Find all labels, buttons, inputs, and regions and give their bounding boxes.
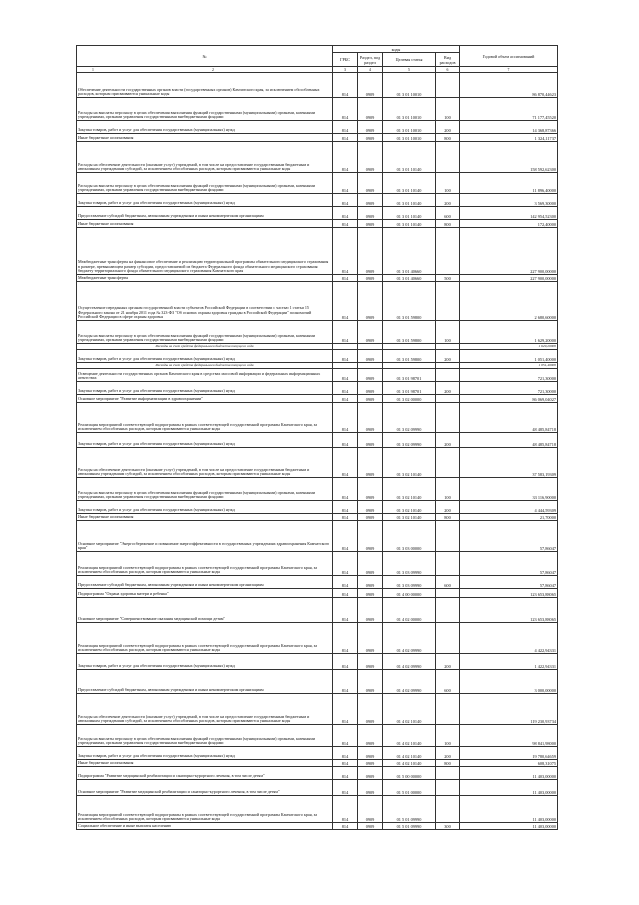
row-grbs: 814: [333, 73, 358, 98]
row-amount: 123 653,88065: [460, 598, 558, 623]
table-row: [77, 194, 558, 207]
header-expense-type: Вид расходов: [436, 53, 460, 67]
row-expense-type: [436, 780, 460, 796]
table-row: [77, 228, 558, 275]
row-expense-type: [436, 623, 460, 654]
row-name: Осуществление переданных органам государственной власти субъектов Российской Федерации в соответствии с частью 1 статьи 15 Федерального закона от 21 ноября 2011 года № 323-ФЗ "Об основах охраны здоровья граждан в Российской Федерации" полномочий Российской Федерации в сфере охраны здоровья: [77, 282, 333, 321]
row-grbs: 814: [333, 623, 358, 654]
row-razdel: 0909: [358, 576, 383, 589]
header-grbs: ГРБС: [333, 53, 358, 67]
row-grbs: 814: [333, 142, 358, 173]
row-amount: 71 177,45520: [460, 98, 558, 121]
table-row: [77, 207, 558, 220]
row-target-article: 01 3 01 40660: [383, 228, 436, 275]
row-amount: 1 629,20000: [460, 321, 558, 344]
row-razdel: 0909: [358, 142, 383, 173]
row-razdel: 0909: [358, 670, 383, 694]
row-razdel: 0909: [358, 220, 383, 228]
row-name: Реализация мероприятий соответствующей подпрограммы в рамках соответствующей государственной программы Камчатского края, за исключением обособленных расходов, которым присваиваются уникальные коды: [77, 403, 333, 433]
row-razdel: 0909: [358, 369, 383, 382]
row-target-article: 01 4 02 09990: [383, 670, 436, 694]
row-amount: 57,86047: [460, 521, 558, 552]
row-razdel: 0909: [358, 725, 383, 747]
row-grbs: 814: [333, 576, 358, 589]
row-target-article: 01 3 01 59800: [383, 321, 436, 344]
row-amount: 21,70000: [460, 514, 558, 521]
row-razdel: 0909: [358, 780, 383, 796]
table-row: [77, 369, 558, 382]
row-name: Закупка товаров, работ и услуг для обеспечения государственных (муниципальных) нужд: [77, 654, 333, 670]
row-amount: 142 954,52300: [460, 207, 558, 220]
table-row: [77, 796, 558, 823]
row-razdel: 0909: [358, 350, 383, 363]
row-grbs: 814: [333, 220, 358, 228]
row-expense-type: 100: [436, 725, 460, 747]
row-name: Расходы за счет средств федерального бюджета текущего года: [77, 344, 333, 350]
table-row: [77, 382, 558, 395]
table-row: [77, 725, 558, 747]
table-row: [77, 501, 558, 514]
row-amount: 2 680,60000: [460, 282, 558, 321]
row-name: Расходы на выплаты персоналу в целях обеспечения выполнения функций государственными (муниципальными) органами, казенными учреждениями, органами управления государственными внебюджетными фондами: [77, 725, 333, 747]
table-row: [77, 780, 558, 796]
row-target-article: 01 3 01 10140: [383, 220, 436, 228]
row-expense-type: [436, 73, 460, 98]
table-body: [77, 73, 558, 830]
row-grbs: 814: [333, 350, 358, 363]
row-razdel: 0909: [358, 521, 383, 552]
table-row: [77, 598, 558, 623]
header-amount: Годовой объем ассигнований: [460, 46, 558, 67]
row-grbs: 814: [333, 514, 358, 521]
row-grbs: 814: [333, 478, 358, 501]
row-target-article: 01 3 02 00000: [383, 395, 436, 403]
row-expense-type: [436, 598, 460, 623]
row-target-article: 01 3 03 00000: [383, 521, 436, 552]
row-amount: 33 116,90000: [460, 478, 558, 501]
row-grbs: 814: [333, 98, 358, 121]
row-razdel: 0909: [358, 598, 383, 623]
row-grbs: 814: [333, 448, 358, 478]
row-razdel: 0909: [358, 478, 383, 501]
table-row: [77, 552, 558, 576]
row-target-article: 01 3 02 10140: [383, 478, 436, 501]
row-name: Иные бюджетные ассигнования: [77, 134, 333, 142]
row-target-article: 01 5 01 09990: [383, 823, 436, 830]
row-target-article: 01 5 01 00000: [383, 780, 436, 796]
row-name: Межбюджетные трансферты на финансовое обеспечение и реализацию территориальной программы обязательного медицинского страхования в размере, превышающем размер субсидии, предоставляемой из бюджета Федерального фонда обязательного медицинского страхования бюджету территориального фонда обязательного медицинского страхования Камчатского края: [77, 228, 333, 275]
row-razdel: 0909: [358, 275, 383, 282]
row-expense-type: [436, 228, 460, 275]
row-razdel: 0909: [358, 134, 383, 142]
row-target-article: 01 3 01 10140: [383, 194, 436, 207]
row-razdel: 0909: [358, 98, 383, 121]
row-razdel: 0909: [358, 403, 383, 433]
row-expense-type: [436, 796, 460, 823]
row-target-article: 01 3 01 40660: [383, 275, 436, 282]
row-razdel: 0909: [358, 623, 383, 654]
row-name: Реализация мероприятий соответствующей подпрограммы в рамках соответствующей государственной программы Камчатского края, за исключением обособленных расходов, которым присваиваются уникальные коды: [77, 623, 333, 654]
row-expense-type: 100: [436, 98, 460, 121]
row-expense-type: [436, 369, 460, 382]
row-expense-type: 200: [436, 654, 460, 670]
row-grbs: 814: [333, 598, 358, 623]
row-grbs: 814: [333, 321, 358, 344]
table-row: [77, 73, 558, 98]
row-expense-type: [436, 694, 460, 725]
row-grbs: 814: [333, 121, 358, 134]
row-name: Закупка товаров, работ и услуг для обеспечения государственных (муниципальных) нужд: [77, 350, 333, 363]
column-number: 3: [333, 67, 358, 73]
row-target-article: 01 3 03 09990: [383, 552, 436, 576]
row-grbs: 814: [333, 796, 358, 823]
row-razdel: 0909: [358, 121, 383, 134]
row-razdel: 0909: [358, 382, 383, 395]
row-expense-type: 100: [436, 173, 460, 194]
table-row: [77, 747, 558, 760]
row-amount: 48 485,84718: [460, 433, 558, 448]
row-amount: 123 653,88065: [460, 589, 558, 598]
row-amount: 57,86047: [460, 576, 558, 589]
table-row: [77, 98, 558, 121]
row-amount: 608,31075: [460, 760, 558, 767]
row-expense-type: [436, 142, 460, 173]
table-header: [77, 46, 558, 73]
row-name: Расходы на выплаты персоналу в целях обеспечения выполнения функций государственными (муниципальными) органами, казенными учреждениями, органами управления государственными внебюджетными фондами: [77, 98, 333, 121]
row-expense-type: 200: [436, 382, 460, 395]
table-row: [77, 134, 558, 142]
row-expense-type: 800: [436, 134, 460, 142]
row-target-article: 01 5 00 00000: [383, 767, 436, 780]
row-amount: 19 780,64659: [460, 747, 558, 760]
row-grbs: 814: [333, 194, 358, 207]
row-name: Расходы на обеспечение деятельности (оказание услуг) учреждений, в том числе на предоставление государственным бюджетным и автономным учреждениям субсидий, за исключением обособленных расходов, которым присваиваются уникальные коды: [77, 448, 333, 478]
row-amount: 721,30000: [460, 382, 558, 395]
row-grbs: 814: [333, 395, 358, 403]
row-expense-type: [436, 521, 460, 552]
row-razdel: 0909: [358, 823, 383, 830]
row-amount: 4 444,59309: [460, 501, 558, 514]
row-razdel: 0909: [358, 796, 383, 823]
row-name: Предоставление субсидий бюджетным, автономным учреждениям и иным некоммерческим организациям: [77, 576, 333, 589]
table-row: [77, 694, 558, 725]
column-number: 5: [383, 67, 436, 73]
row-expense-type: 600: [436, 576, 460, 589]
row-expense-type: 200: [436, 194, 460, 207]
table-row: [77, 576, 558, 589]
row-amount: 11 403,00000: [460, 767, 558, 780]
table-row: [77, 142, 558, 173]
row-target-article: 01 4 02 10140: [383, 694, 436, 725]
row-name: Подпрограмма "Охрана здоровья матери и ребенка": [77, 589, 333, 598]
row-grbs: 814: [333, 369, 358, 382]
row-grbs: 814: [333, 823, 358, 830]
table-row: [77, 589, 558, 598]
row-razdel: 0909: [358, 552, 383, 576]
row-amount: 37 583,19309: [460, 448, 558, 478]
row-name: Предоставление субсидий бюджетным, автономным учреждениям и иным некоммерческим организациям: [77, 207, 333, 220]
row-target-article: 01 4 00 00000: [383, 589, 436, 598]
row-name: Закупка товаров, работ и услуг для обеспечения государственных (муниципальных) нужд: [77, 501, 333, 514]
row-name: Иные бюджетные ассигнования: [77, 514, 333, 521]
row-target-article: 01 4 02 09990: [383, 654, 436, 670]
row-target-article: 01 3 01 59800: [383, 350, 436, 363]
row-target-article: 01 3 01 10010: [383, 98, 436, 121]
row-razdel: 0909: [358, 282, 383, 321]
row-grbs: 814: [333, 275, 358, 282]
row-amount: 86 870,44623: [460, 73, 558, 98]
header-number: №: [77, 46, 333, 67]
row-name: Расходы на обеспечение деятельности (оказание услуг) учреждений, в том числе на предоставление государственным бюджетным и автономным учреждениям субсидий, за исключением обособленных расходов, которым присваиваются уникальные коды: [77, 142, 333, 173]
row-expense-type: 200: [436, 121, 460, 134]
row-razdel: 0909: [358, 654, 383, 670]
row-target-article: 01 3 03 09990: [383, 576, 436, 589]
table-row: [77, 433, 558, 448]
row-grbs: 814: [333, 207, 358, 220]
row-name: Расходы на выплаты персоналу в целях обеспечения выполнения функций государственными (муниципальными) органами, казенными учреждениями, органами управления государственными внебюджетными фондами: [77, 321, 333, 344]
row-name: Иные бюджетные ассигнования: [77, 760, 333, 767]
row-grbs: 814: [333, 725, 358, 747]
row-expense-type: 200: [436, 747, 460, 760]
table-row: [77, 173, 558, 194]
row-grbs: 814: [333, 780, 358, 796]
table-row: [77, 403, 558, 433]
row-amount: 1 051,40000: [460, 363, 558, 369]
table-row: [77, 767, 558, 780]
row-target-article: 01 4 02 09990: [383, 623, 436, 654]
row-name: Освещение деятельности государственных органов Камчатского края в средствах массовой информации и федеральных информационных агентствах: [77, 369, 333, 382]
row-amount: 1 422,94331: [460, 654, 558, 670]
row-grbs: 814: [333, 433, 358, 448]
row-target-article: 01 5 01 09990: [383, 796, 436, 823]
row-amount: 158 592,62300: [460, 142, 558, 173]
column-number-2: 2: [212, 67, 214, 72]
row-amount: 1 324,11737: [460, 134, 558, 142]
row-grbs: 814: [333, 694, 358, 725]
row-grbs: 814: [333, 670, 358, 694]
table-row: [77, 670, 558, 694]
row-target-article: 01 3 01 10140: [383, 142, 436, 173]
row-razdel: 0909: [358, 694, 383, 725]
row-razdel: 0909: [358, 395, 383, 403]
row-expense-type: 800: [436, 220, 460, 228]
row-razdel: 0909: [358, 73, 383, 98]
row-name: Основное мероприятие "Совершенствование оказания медицинской помощи детям": [77, 598, 333, 623]
row-name: Закупка товаров, работ и услуг для обеспечения государственных (муниципальных) нужд: [77, 433, 333, 448]
row-grbs: 814: [333, 552, 358, 576]
row-name: Реализация мероприятий соответствующей подпрограммы в рамках соответствующей государственной программы Камчатского края, за исключением обособленных расходов, которым присваиваются уникальные коды: [77, 552, 333, 576]
row-razdel: 0909: [358, 589, 383, 598]
row-razdel: 0909: [358, 433, 383, 448]
row-name: Расходы на выплаты персоналу в целях обеспечения выполнения функций государственными (муниципальными) органами, казенными учреждениями, органами управления государственными внебюджетными фондами: [77, 173, 333, 194]
row-amount: 3 569,30000: [460, 194, 558, 207]
row-grbs: 814: [333, 173, 358, 194]
table-row: [77, 760, 558, 767]
row-target-article: 01 4 02 10140: [383, 725, 436, 747]
row-name: Расходы на выплаты персоналу в целях обеспечения выполнения функций государственными (муниципальными) органами, казенными учреждениями, органами управления государственными внебюджетными фондами: [77, 478, 333, 501]
budget-table: [76, 45, 558, 830]
table-row: [77, 823, 558, 830]
row-expense-type: 600: [436, 207, 460, 220]
row-razdel: 0909: [358, 194, 383, 207]
row-name: Предоставление субсидий бюджетным, автономным учреждениям и иным некоммерческим организациям: [77, 670, 333, 694]
row-amount: 172,40000: [460, 220, 558, 228]
table-row: [77, 121, 558, 134]
row-amount: 14 368,87366: [460, 121, 558, 134]
header-razdel: Раздел, под раздел: [358, 53, 383, 67]
row-razdel: 0909: [358, 173, 383, 194]
row-amount: 48 485,84718: [460, 403, 558, 433]
table-row: [77, 321, 558, 344]
row-amount: 11 403,00000: [460, 796, 558, 823]
row-target-article: 01 3 02 09990: [383, 433, 436, 448]
row-name: Реализация мероприятий соответствующей подпрограммы в рамках соответствующей государственной программы Камчатского края, за исключением обособленных расходов, которым присваиваются уникальные коды: [77, 796, 333, 823]
row-expense-type: 300: [436, 823, 460, 830]
row-razdel: 0909: [358, 747, 383, 760]
row-grbs: 814: [333, 403, 358, 433]
row-target-article: 01 3 02 10140: [383, 448, 436, 478]
table-row: [77, 521, 558, 552]
column-number: 7: [460, 67, 558, 73]
row-amount: 1 051,40000: [460, 350, 558, 363]
row-target-article: 01 3 02 10140: [383, 514, 436, 521]
row-grbs: 814: [333, 501, 358, 514]
row-target-article: 01 3 02 09990: [383, 403, 436, 433]
row-name: Обеспечение деятельности государственных органов власти (государственных органов) Камчатского края, за исключением обособленных расходов, которым присваиваются уникальные коды: [77, 73, 333, 98]
row-name: Межбюджетные трансферты: [77, 275, 333, 282]
column-number-1: 1: [92, 67, 94, 72]
row-expense-type: [436, 403, 460, 433]
row-amount: 227 900,00000: [460, 228, 558, 275]
row-razdel: 0909: [358, 207, 383, 220]
row-razdel: 0909: [358, 760, 383, 767]
row-target-article: 01 3 01 10010: [383, 73, 436, 98]
row-target-article: 01 3 01 98701: [383, 382, 436, 395]
row-grbs: 814: [333, 654, 358, 670]
row-grbs: 814: [333, 282, 358, 321]
row-razdel: 0909: [358, 501, 383, 514]
row-amount: 1 629,20000: [460, 344, 558, 350]
row-expense-type: 800: [436, 514, 460, 521]
row-amount: 227 900,00000: [460, 275, 558, 282]
row-amount: 721,30000: [460, 369, 558, 382]
row-name: Социальное обеспечение и иные выплаты населению: [77, 823, 333, 830]
row-target-article: 01 3 01 10140: [383, 207, 436, 220]
row-expense-type: 500: [436, 275, 460, 282]
row-grbs: 814: [333, 521, 358, 552]
row-grbs: 814: [333, 382, 358, 395]
table-row: [77, 350, 558, 363]
table-row: [77, 275, 558, 282]
row-expense-type: [436, 767, 460, 780]
table-row: [77, 514, 558, 521]
table-row: [77, 654, 558, 670]
row-name: Основное мероприятие "Развитие медицинской реабилитации и санаторно-курортного лечения, в том числе детям": [77, 780, 333, 796]
row-name: Закупка товаров, работ и услуг для обеспечения государственных (муниципальных) нужд: [77, 194, 333, 207]
header-codes: коды: [333, 46, 460, 53]
table-row: [77, 623, 558, 654]
row-grbs: 814: [333, 228, 358, 275]
row-name: Основное мероприятие "Энергосбережение и повышение энергоэффективности в государственных учреждениях здравоохранения Камчатского края": [77, 521, 333, 552]
table-row: [77, 395, 558, 403]
row-amount: 3 000,00000: [460, 670, 558, 694]
row-expense-type: [436, 589, 460, 598]
column-number: 4: [358, 67, 383, 73]
row-expense-type: 100: [436, 321, 460, 344]
row-razdel: 0909: [358, 514, 383, 521]
row-expense-type: 100: [436, 478, 460, 501]
row-amount: 11 403,00000: [460, 780, 558, 796]
table-row: [77, 282, 558, 321]
row-grbs: 814: [333, 767, 358, 780]
row-target-article: 01 3 01 10010: [383, 134, 436, 142]
row-target-article: 01 4 02 00000: [383, 598, 436, 623]
row-razdel: 0909: [358, 321, 383, 344]
row-expense-type: 600: [436, 670, 460, 694]
header-target-article: Целевая статья: [383, 53, 436, 67]
row-amount: 57,86047: [460, 552, 558, 576]
column-number: 6: [436, 67, 460, 73]
row-name: Подпрограмма "Развитие медицинской реабилитации и санаторно-курортного лечения, в том числе детям": [77, 767, 333, 780]
table-row: [77, 478, 558, 501]
row-name: Расходы за счет средств федерального бюджета текущего года: [77, 363, 333, 369]
row-grbs: 814: [333, 134, 358, 142]
row-target-article: 01 3 02 10140: [383, 501, 436, 514]
row-razdel: 0909: [358, 228, 383, 275]
row-grbs: 814: [333, 760, 358, 767]
row-grbs: 814: [333, 747, 358, 760]
row-expense-type: [436, 448, 460, 478]
row-name: Иные бюджетные ассигнования: [77, 220, 333, 228]
row-expense-type: [436, 282, 460, 321]
row-name: Закупка товаров, работ и услуг для обеспечения государственных (муниципальных) нужд: [77, 121, 333, 134]
row-target-article: 01 3 01 98701: [383, 369, 436, 382]
row-target-article: 01 4 02 10140: [383, 747, 436, 760]
row-razdel: 0909: [358, 767, 383, 780]
row-target-article: 01 3 01 10140: [383, 173, 436, 194]
row-name: Расходы на обеспечение деятельности (оказание услуг) учреждений, в том числе на предоставление государственным бюджетным и автономным учреждениям субсидий, за исключением обособленных расходов, которым присваиваются уникальные коды: [77, 694, 333, 725]
row-amount: 86 069,04027: [460, 395, 558, 403]
row-razdel: 0909: [358, 448, 383, 478]
row-target-article: 01 4 02 10140: [383, 760, 436, 767]
row-expense-type: 200: [436, 501, 460, 514]
row-expense-type: 800: [436, 760, 460, 767]
row-amount: 4 422,94331: [460, 623, 558, 654]
row-expense-type: 200: [436, 350, 460, 363]
table-row: [77, 448, 558, 478]
row-name: Закупка товаров, работ и услуг для обеспечения государственных (муниципальных) нужд: [77, 382, 333, 395]
table-row: [77, 220, 558, 228]
row-expense-type: [436, 552, 460, 576]
row-amount: 119 230,93734: [460, 694, 558, 725]
row-amount: 98 841,98000: [460, 725, 558, 747]
row-target-article: 01 3 01 10010: [383, 121, 436, 134]
row-amount: 11 403,00000: [460, 823, 558, 830]
row-name: Основное мероприятие "Развитие информатизации в здравоохранении": [77, 395, 333, 403]
row-expense-type: [436, 395, 460, 403]
row-expense-type: 200: [436, 433, 460, 448]
row-name: Закупка товаров, работ и услуг для обеспечения государственных (муниципальных) нужд: [77, 747, 333, 760]
row-target-article: 01 3 01 59800: [383, 282, 436, 321]
row-grbs: 814: [333, 589, 358, 598]
row-amount: 11 896,40000: [460, 173, 558, 194]
